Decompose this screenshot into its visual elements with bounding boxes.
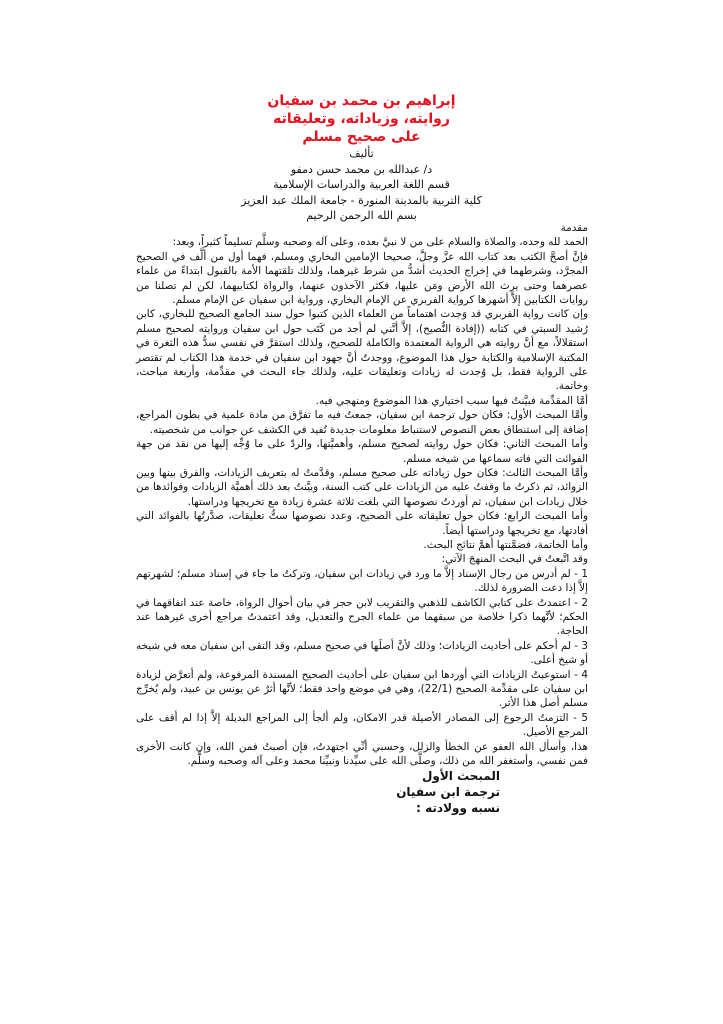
paragraph: وأما المبحث الثاني: فكان حول روايته لصحيح مسلم، وأهميَّتها، والردّ على ما وُجِّه إليها من نقد من جهة الفوائت التي فاته سماعها من شيخه مسلم. xyxy=(136,438,588,465)
paragraph: أمَّا المقدِّمة فبيَّنتُ فيها سبب اختياري هذا الموضوع ومنهجي فيه. xyxy=(315,394,588,407)
paragraph: وإن كانت رواية الفربري قد وَجدت اهتماماً من العلماء الذين كتبوا حول سند الجامع الصحيح للبخاري، كابن رُشيد السبتي في كتابه ((إفادة النُّصيح)، إلاَّ أنَّني لم أجد من كَتَب حول ابن سفيان وروايته لصحيح مسلم استقلالاً، مع أنَّ روايته هي الرواية المعتمدة والكاملة للصحيح، ولذلك استقرَّ في نفسي سدُّ هذه الثغرة في المكتبة الإسلامية والكتابة حول هذا الموضوع، ووجدتُ أنَّ جهود ابن سفيان في خدمة هذا الكتاب لم تقتصر على الرواية فقط، بل وُجدت له زيادات وتعليقات عليه، ولذلك جاء البحث في مقدِّمة، وأربعة مباحث، وخاتمة. xyxy=(136,308,588,393)
paragraph: 1 - لم أدرس من رجال الإسناد إلاَّ ما ورد في زيادات ابن سفيان، وتركتُ ما جاء في إسناد مسلم؛ لشهرتهم إلاَّ إذا دعت الضرورة لذلك. xyxy=(136,567,588,595)
paragraph: 5 - التزمتُ الرجوع إلى المصادر الأصيلة قدر الامكان، ولم ألجأ إلى المراجع البديلة إلاَّ إذا لم أقف على المرجع الأصيل. xyxy=(136,711,588,739)
paragraph: وأما الخاتمة، فضمَّنتها أهمَّ نتائج البحث. xyxy=(423,538,588,551)
department: قسم اللغة العربية والدراسات الإسلامية xyxy=(273,178,450,191)
section-subheading: ترجمة ابن سفيان xyxy=(396,785,500,800)
title-line-2: روايته، وزياداته، وتعليقاته xyxy=(273,111,450,127)
paragraph: وأما المبحث الرابع: فكان حول تعليقاته على الصحيح، وعدد نصوصها ستُّ تعليقات، صدَّرتُها بالفوائد التي أفادتها، مع تخريجها ودراستها أيضاً. xyxy=(136,510,588,537)
intro-heading: مقدمة xyxy=(560,222,588,234)
author-label: تأليف xyxy=(349,147,374,160)
paragraph: هذا، وأسأل الله العفو عن الخطأ والزلل، وحسبي أنِّي اجتهدتُ، فإن أصبتُ فمن الله، وإن كانت الأخرى فمن نفسي، وأستغفر الله من ذلك، وصلَّى الله على سيِّدنا ونبيِّنا محمد وعلى آله وصحبه وسلَّم. xyxy=(136,740,588,768)
paragraph: 2 - اعتمدتُ على كتابي الكاشف للذهبي والتقريب لابن حجر في بيان أحوال الرواة، خاصة عند اتفاقهما في الحكم؛ لأنَّهما ذكرا خلاصة من سبقهما من علماء الجرح والتعديل، وقد اعتمدتُ مراجع أخرى غيرهما عند الحاجة. xyxy=(136,596,588,638)
title-line-3: على صحيح مسلم xyxy=(302,129,421,145)
paragraph: وأمَّا المبحث الثالث: فكان حول زياداته على صحيح مسلم، وقدَّمتُ له بتعريف الزيادات، والفرق بينها وبين الزوائد، ثم ذكرتُ ما وقفتُ عليه من الزيادات على كتب السنة، وبيَّنتُ بعد ذلك أهميَّة الزيادات وفوائدها من خلال زيادات ابن سفيان، ثم أوردتُ نصوصها التي بلغت ثلاثة عشرة زيادة مع تخريجها ودراستها. xyxy=(136,466,588,508)
paragraph: فإنَّ أصحَّ الكتب بعد كتاب الله عزَّ وجلَّ، صحيحا الإمامين البخاري ومسلم، فهما أول من ألَّف في الصحيح المجرَّد، وشرطهما في إخراج الحديث أشدُّ من شرط غيرهما، ولذلك تلقتهما الأمة بالقبول ابتداءً من علماء عصرهما وحتى يرث الله الأرض ومَن عليها، فكثر الآخذون عنهما، والرواة لكتابيهما، لكن لم تصلنا من روايات الكتابين إلاَّ أشهرها كرواية الفربري عن الإمام البخاري، ورواية ابن سفيان عن الإمام مسلم. xyxy=(136,250,588,307)
title-line-1: إبراهيم بن محمد بن سفيان xyxy=(267,93,456,109)
section-subheading-2: نسبه وولادته : xyxy=(416,801,500,816)
author-name: د/ عبدالله بن محمد حسن دمفو xyxy=(290,162,433,176)
paragraph: 3 - لم أحكم على أحاديث الزيادات؛ وذلك لأنَّ أصلَها في صحيح مسلم، وقد التقى ابن سفيان معه في شيخه أو شيخ أعلى. xyxy=(136,639,588,667)
title-block xyxy=(0,92,723,224)
college: كلية التربية بالمدينة المنورة - جامعة الملك عبد العزيز xyxy=(241,193,482,207)
paragraph: وأمَّا المبحث الأول: فكان حول ترجمة ابن سفيان، جمعتُ فيه ما تفرَّق من مادة علمية في بطون المراجع، إضافة إلى استنطاق بعض النصوص لاستنباط معلومات جديدة تُفيد في الكشف عن جوانب من شخصيته. xyxy=(136,409,588,436)
section-heading: المبحث الأول xyxy=(421,769,500,784)
paragraph: 4 - استوعبتُ الزيادات التي أوردها ابن سفيان على أحاديث الصحيح المسندة المرفوعة، ولم أتعرَّض لزيادة ابن سفيان على مقدِّمة الصحيح (22/1)، وهي في موضع واحد فقط؛ لأنَّها أثرٌ عن يونس بن عبيد، ولم يُخرِّج مسلم أصل هذا الأثر. xyxy=(136,668,588,710)
body-text xyxy=(136,221,588,816)
paragraph: الحمد لله وحده، والصلاة والسلام على من لا نبيَّ بعده، وعلى آله وصحبه وسلَّم تسليماً كثيراً، وبعد: xyxy=(172,236,588,249)
basmala: بسم الله الرحمن الرحيم xyxy=(306,209,417,222)
paragraph: وقد اتَّبعتُ في البحث المنهجَ الآتي: xyxy=(441,553,588,566)
